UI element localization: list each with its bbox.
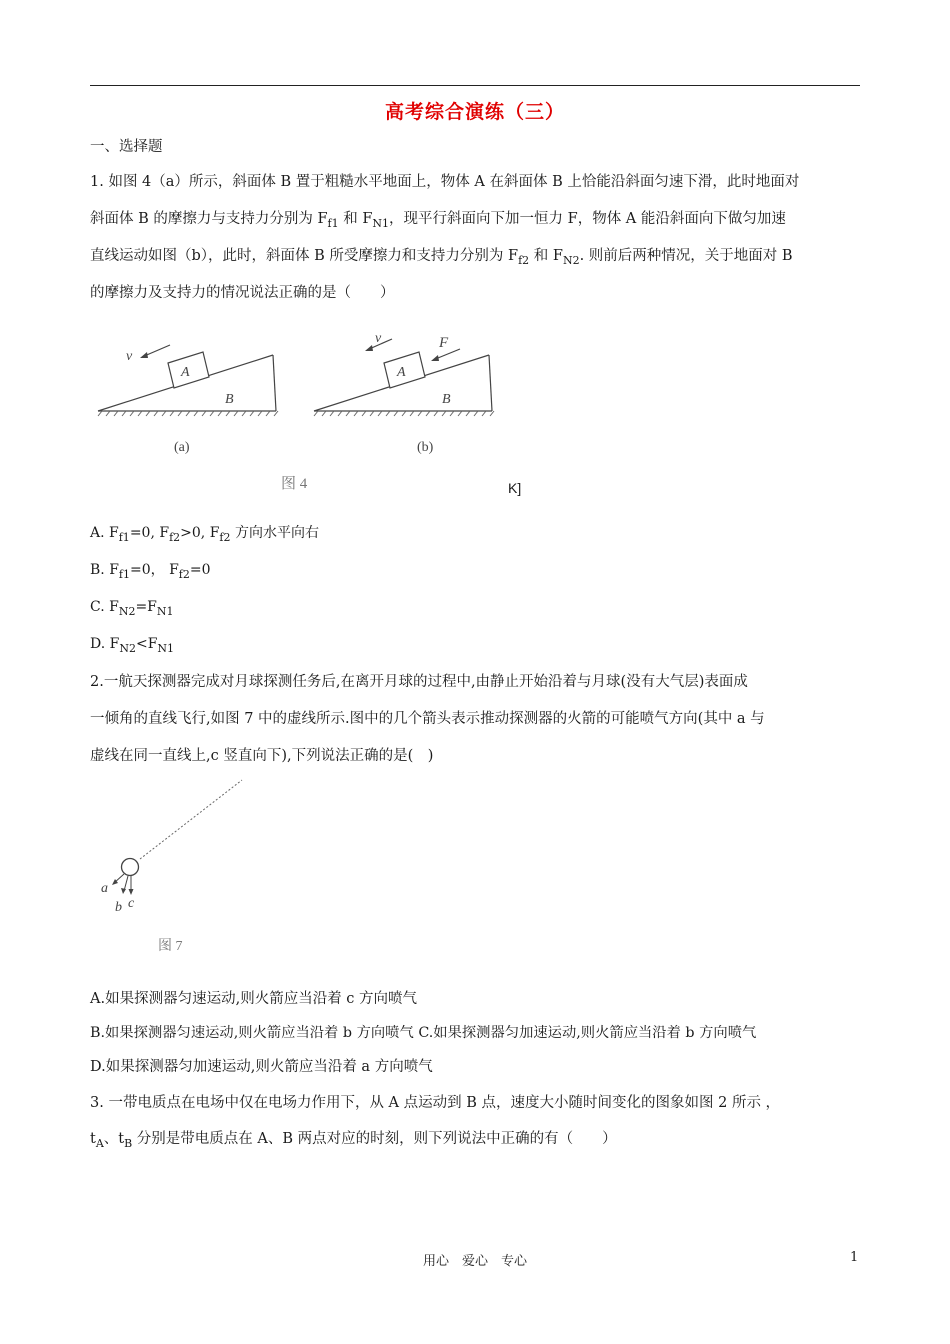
jet-arrow-a xyxy=(112,874,124,885)
q3-line-2: $t_A$、$t_B$ 分别是带电质点在 A、B 两点对应的时刻，则下列说法中正确的有（ ） xyxy=(90,1131,617,1150)
caption-b: (b) xyxy=(417,440,434,455)
q1-option-c: C. $F_{N2}=F_{N1}$ xyxy=(90,599,174,618)
q1-line-3: 直线运动如图（b），此时，斜面体 B 所受摩擦力和支持力分别为 $F_{f2}$ 和 $F_{N2}$. 则前后两种情况，关于地面对 B xyxy=(90,248,793,267)
label-b: b xyxy=(115,900,122,915)
label-c: c xyxy=(128,896,135,911)
ground-hatch-a xyxy=(98,411,278,416)
q1-option-a: A. $F_{f1}=0$, $F_{f2}>0$, $F_{f2}$ 方向水平向右 xyxy=(90,525,319,544)
figure-4-incline xyxy=(90,325,510,500)
svg-text:A: A xyxy=(397,365,406,380)
q3-line-1: 3. 一带电质点在电场中仅在电场力作用下，从 A 点运动到 B 点，速度大小随时间变化的图象如图 2 所示 ， xyxy=(90,1095,781,1111)
trajectory-dashed-line xyxy=(140,780,242,859)
q1-option-d: D. $F_{N2}<F_{N1}$ xyxy=(90,636,175,655)
q2-option-a: A.如果探测器匀速运动,则火箭应当沿着 c 方向喷气 xyxy=(90,991,418,1007)
q2-line-1: 2.一航天探测器完成对月球探测任务后,在离开月球的过程中,由静止开始沿着与月球(没有大气层)表面成 xyxy=(90,674,748,690)
svg-text:F: F xyxy=(439,335,449,351)
caption-a: (a) xyxy=(174,440,190,455)
q1-option-b: B. $F_{f1}=0$， $F_{f2}=0$ xyxy=(90,562,211,581)
svg-text:A: A xyxy=(181,365,190,380)
label-b-a: B xyxy=(225,392,234,407)
jet-arrow-c xyxy=(129,876,134,895)
block-a-in-b xyxy=(384,352,425,388)
jet-arrow-b xyxy=(121,876,128,894)
velocity-arrow-a xyxy=(126,345,170,364)
q2-line-3: 虚线在同一直线上,c 竖直向下),下列说法正确的是( ) xyxy=(90,748,434,764)
velocity-arrow-b xyxy=(365,331,392,351)
figure-4-label: 图 4 xyxy=(281,476,308,492)
label-a: a xyxy=(101,881,108,896)
q2-option-d: D.如果探测器匀加速运动,则火箭应当沿着 a 方向喷气 xyxy=(90,1059,433,1075)
header-rule xyxy=(90,85,860,86)
probe-circle xyxy=(122,859,139,876)
figure-7-probe xyxy=(90,775,290,965)
block-a-in-a xyxy=(168,352,209,388)
q2-line-2: 一倾角的直线飞行,如图 7 中的虚线所示.图中的几个箭头表示推动探测器的火箭的可能喷气方向(其中 a 与 xyxy=(90,711,765,727)
page-title: 高考综合演练（三） xyxy=(384,101,565,123)
q2-option-bc: B.如果探测器匀速运动,则火箭应当沿着 b 方向喷气 C.如果探测器匀加速运动,则火箭应当沿着 b 方向喷气 xyxy=(90,1025,757,1041)
q1-line-4: 的摩擦力及支持力的情况说法正确的是（ ） xyxy=(90,285,395,301)
footer-slogan: 用心 爱心 专心 xyxy=(422,1254,527,1269)
page-number: 1 xyxy=(850,1250,859,1265)
label-b-b: B xyxy=(442,392,451,407)
force-arrow-f xyxy=(431,335,460,361)
svg-text:v: v xyxy=(375,331,382,346)
stray-mark: K] xyxy=(508,480,522,496)
figure-7-label: 图 7 xyxy=(158,939,183,954)
q1-line-2: 斜面体 B 的摩擦力与支持力分别为 $F_{f1}$ 和 $F_{N1}$，现平行斜面向下加一恒力 F，物体 A 能沿斜面向下做匀加速 xyxy=(90,211,786,230)
ground-hatch-b xyxy=(314,411,494,416)
section-heading: 一、选择题 xyxy=(90,139,163,155)
q1-line-1: 1. 如图 4（a）所示，斜面体 B 置于粗糙水平地面上，物体 A 在斜面体 B 上恰能沿斜面匀速下滑，此时地面对 xyxy=(90,174,800,190)
svg-text:v: v xyxy=(126,349,133,364)
